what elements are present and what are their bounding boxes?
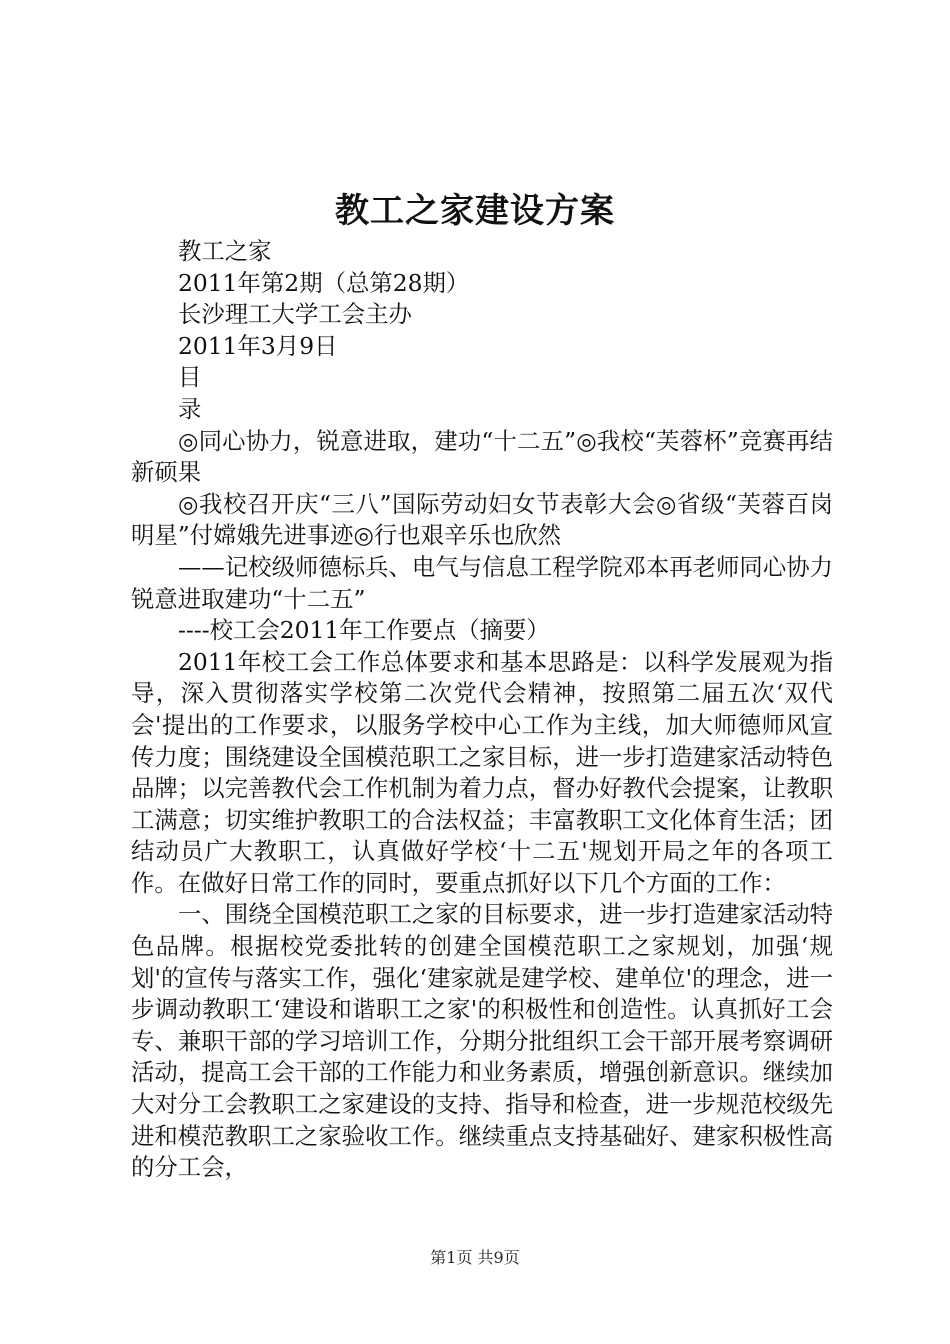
- paragraph-overview: 2011年校工会工作总体要求和基本思路是：以科学发展观为指导，深入贯彻落实学校第二次党代会精神，按照第二届五次‘双代会'提出的工作要求，以服务学校中心工作为主线，加大师德师风宣传力度；围绕建设全国模范职工之家目标，进一步打造建家活动特色品牌；以完善教代会工作机制为着力点，督办好教代会提案，让教职工满意；切实维护教职工的合法权益；丰富教职工文化体育生活；团结动员广大教职工，认真做好学校‘十二五'规划开局之年的各项工作。在做好日常工作的同时，要重点抓好以下几个方面的工作：: [131, 647, 833, 897]
- paragraph-date: 2011年3月9日: [178, 331, 338, 360]
- document-title: 教工之家建设方案: [335, 191, 615, 231]
- document-body: [131, 236, 833, 1184]
- paragraph-contents-item-1: ◎同心协力，锐意进取，建功“十二五”◎我校“芙蓉杯”竞赛再结新硕果: [131, 426, 833, 487]
- page-footer: 第1页 共9页: [430, 1248, 520, 1267]
- paragraph-section-one: 一、围绕全国模范职工之家的目标要求，进一步打造建家活动特色品牌。根据校党委批转的创建全国模范职工之家规划，加强‘规划'的宣传与落实工作，强化‘建家就是建学校、建单位'的理念，进一步调动教职工‘建设和谐职工之家'的积极性和创造性。认真抓好工会专、兼职干部的学习培训工作，分期分批组织工会干部开展考察调研活动，提高工会干部的工作能力和业务素质，增强创新意识。继续加大对分工会教职工之家建设的支持、指导和检查，进一步规范校级先进和模范教职工之家验收工作。继续重点支持基础好、建家积极性高的分工会，: [131, 900, 833, 1182]
- paragraph-publication-name: 教工之家: [178, 237, 272, 265]
- paragraph-contents-heading-1: 目: [178, 363, 202, 392]
- paragraph-contents-item-4: ----校工会2011年工作要点（摘要）: [178, 616, 550, 645]
- paragraph-publisher: 长沙理工大学工会主办: [178, 300, 412, 329]
- paragraph-contents-item-3: ——记校级师德标兵、电气与信息工程学院邓本再老师同心协力锐意进取建功“十二五”: [131, 552, 833, 613]
- paragraph-contents-heading-2: 录: [178, 394, 202, 423]
- paragraph-contents-item-2: ◎我校召开庆“三八”国际劳动妇女节表彰大会◎省级“芙蓉百岗明星”付嫦娥先进事迹◎行也艰辛乐也欣然: [131, 489, 833, 550]
- paragraph-issue: 2011年第2期（总第28期）: [178, 268, 470, 297]
